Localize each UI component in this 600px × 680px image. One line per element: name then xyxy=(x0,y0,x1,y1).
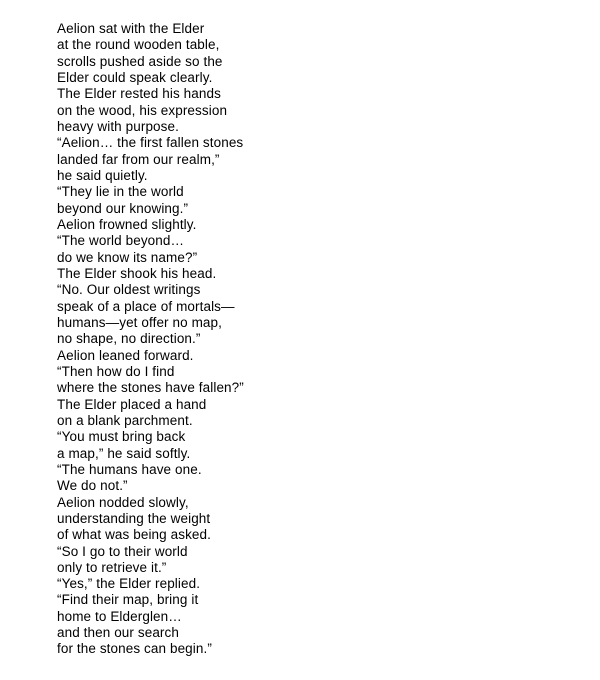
text-line: Aelion sat with the Elder xyxy=(57,21,205,36)
text-line: home to Elderglen… xyxy=(57,608,182,624)
text-line: humans—yet offer no map, xyxy=(57,314,222,330)
text-line: on the wood, his expression xyxy=(57,102,228,118)
text-line: “The world beyond… xyxy=(57,233,185,249)
text-line: The Elder placed a hand xyxy=(57,396,207,412)
text-line: “No. Our oldest writings xyxy=(57,282,201,298)
text-line: beyond our knowing.” xyxy=(57,200,189,216)
text-line: scrolls pushed aside so the xyxy=(57,53,223,69)
text-line: landed far from our realm,” xyxy=(57,151,220,167)
text-line: on a blank parchment. xyxy=(57,412,193,428)
text-line: “Aelion… the first fallen stones xyxy=(57,135,244,151)
text-line: “You must bring back xyxy=(57,429,186,445)
text-line: Aelion nodded slowly, xyxy=(57,494,189,510)
text-line: of what was being asked. xyxy=(57,527,211,543)
text-line: “Then how do I find xyxy=(57,363,175,379)
text-line: “Find their map, bring it xyxy=(57,592,199,608)
text-line: at the round wooden table, xyxy=(57,37,220,53)
text-line: “So I go to their world xyxy=(57,543,188,559)
text-line: We do not.” xyxy=(57,478,128,494)
story-text-block xyxy=(57,21,580,658)
text-line: do we know its name?” xyxy=(57,249,198,265)
text-line: for the stones can begin.” xyxy=(57,641,212,657)
text-line: where the stones have fallen?” xyxy=(57,380,244,396)
text-line: he said quietly. xyxy=(57,167,148,183)
text-line: a map,” he said softly. xyxy=(57,445,191,461)
text-line: “They lie in the world xyxy=(57,184,184,200)
text-line: The Elder shook his head. xyxy=(57,265,217,281)
text-line: heavy with purpose. xyxy=(57,118,179,134)
text-line: speak of a place of mortals— xyxy=(57,298,235,314)
text-line: “The humans have one. xyxy=(57,461,202,477)
text-line: Elder could speak clearly. xyxy=(57,69,213,85)
text-line: Aelion frowned slightly. xyxy=(57,216,197,232)
text-line: no shape, no direction.” xyxy=(57,331,201,347)
text-line: only to retrieve it.” xyxy=(57,559,167,575)
text-line: Aelion leaned forward. xyxy=(57,347,194,363)
text-line: “Yes,” the Elder replied. xyxy=(57,576,201,592)
text-line: and then our search xyxy=(57,625,179,641)
text-line: The Elder rested his hands xyxy=(57,86,221,102)
text-line: understanding the weight xyxy=(57,510,211,526)
